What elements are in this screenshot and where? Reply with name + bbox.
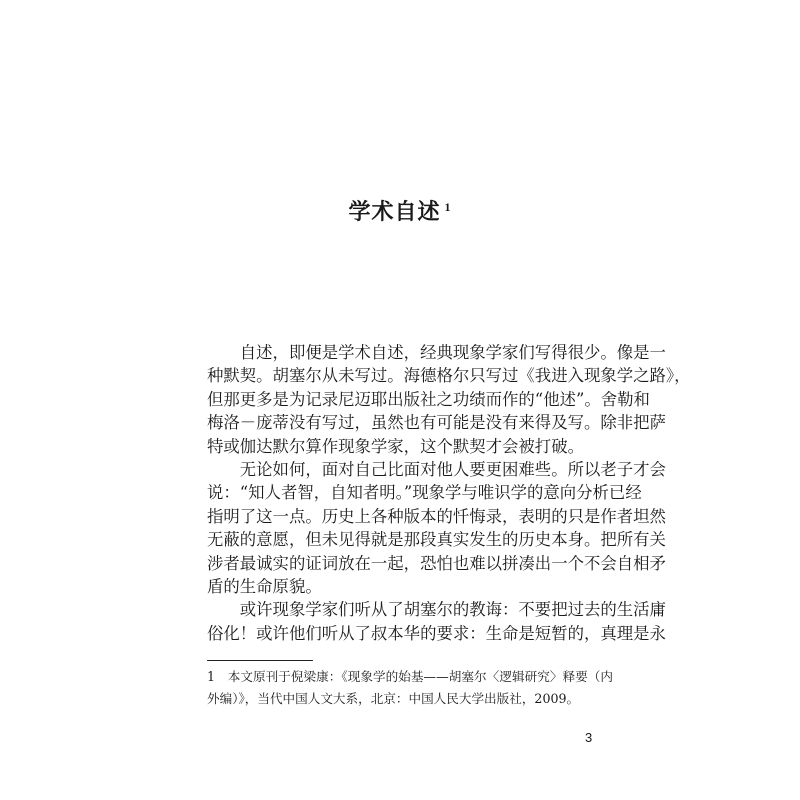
title-text: 学术自述 (348, 200, 441, 225)
footnote-marker: 1 (444, 199, 452, 214)
text-line: 无蔽的意愿，但未见得就是那段真实发生的历史本身。把所有关 (207, 530, 666, 550)
body-text (207, 341, 691, 645)
text-line: 特或伽达默尔算作现象学家，这个默契才会被打破。 (207, 436, 584, 456)
text-line: 俗化！或许他们听从了叔本华的要求：生命是短暂的，真理是永 (207, 623, 666, 643)
text-line: 说：“知人者智，自知者明。”现象学与唯识学的意向分析已经 (207, 483, 642, 503)
text-line: 涉者最诚实的证词放在一起，恐怕也难以拼凑出一个不会自相矛 (207, 553, 666, 573)
text-line: 但那更多是为记录尼迈耶出版社之功绩而作的“他述”。舍勒和 (207, 389, 650, 409)
text-line: 或许现象学家们听从了胡塞尔的教诲：不要把过去的生活庸 (207, 600, 666, 620)
text-line: 无论如何，面对自己比面对他人要更困难些。所以老子才会 (207, 459, 666, 479)
text-line: 自述，即便是学术自述，经典现象学家们写得很少。像是一 (207, 343, 666, 362)
footnote (207, 666, 613, 710)
text-line: 指明了这一点。历史上各种版本的忏悔录，表明的只是作者坦然 (207, 506, 666, 526)
page-title (0, 198, 800, 228)
text-line: 梅洛－庞蒂没有写过，虽然也有可能是没有来得及写。除非把萨 (207, 413, 666, 433)
text-line: 盾的生命原貌。 (207, 576, 322, 596)
footnote-line: 外编）》，当代中国人文大系，北京：中国人民大学出版社，2009。 (207, 691, 580, 706)
page-number: 3 (585, 730, 593, 745)
footnote-divider (207, 660, 313, 661)
footnote-line: 1 本文原刊于倪梁康：《现象学的始基——胡塞尔〈逻辑研究〉释要（内 (207, 669, 613, 684)
text-line: 种默契。胡塞尔从未写过。海德格尔只写过《我进入现象学之路》， (207, 366, 691, 386)
